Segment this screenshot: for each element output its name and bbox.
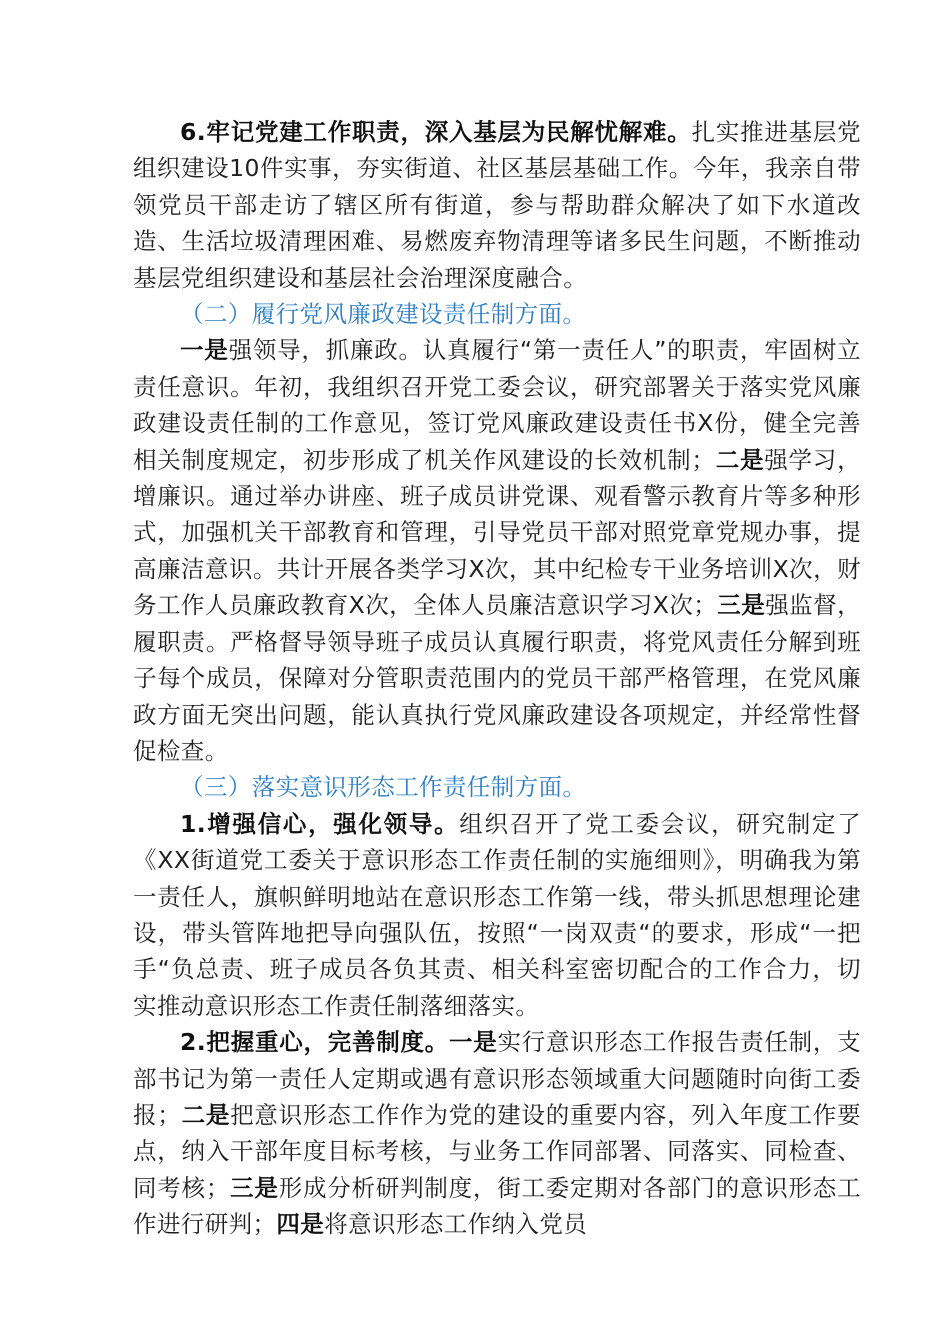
paragraph-party-building-duty [133, 114, 861, 296]
point-lead-3: 三是 [717, 591, 766, 620]
paragraph-lead: 2.把握重心，完善制度。 [180, 1028, 449, 1057]
point-lead-1: 一是 [449, 1028, 498, 1057]
document-page [133, 114, 861, 1243]
paragraph-text: 扎实推进基层党组织建设10件实事，夯实街道、社区基层基础工作。今年，我亲自带领党员干部走访了辖区所有街道，参与帮助群众解决了如下水道改造、生活垃圾清理困难、易燃废弃物清理等诸多民生问题，不断推动基层党组织建设和基层社会治理深度融合。 [133, 118, 861, 292]
section-heading-ideology: （三）落实意识形态工作责任制方面。 [180, 773, 587, 802]
point-text-4: 将意识形态工作纳入党员 [324, 1210, 588, 1239]
paragraph-clean-governance [133, 332, 861, 769]
paragraph-ideology-system [133, 1024, 861, 1242]
point-lead-3: 三是 [229, 1173, 279, 1202]
point-text-2: 强学习，增廉识。通过举办讲座、班子成员讲党课、观看警示教育片等多种形式，加强机关干部教育和管理，引导党员干部对照党章党规办事，提高廉洁意识。共计开展各类学习X次，其中纪检专干业务培训X次，财务工作人员廉政教育X次，全体人员廉洁意识学习X次； [133, 445, 861, 620]
point-text-1: 强领导，抓廉政。认真履行“第一责任人”的职责，牢固树立责任意识。年初，我组织召开党工委会议，研究部署关于落实党风廉政建设责任制的工作意见，签订党风廉政建设责任书X份，健全完善相关制度规定，初步形成了机关作风建设的长效机制； [133, 336, 861, 474]
point-lead-4: 四是 [276, 1210, 325, 1239]
section-heading-clean-governance: （二）履行党风廉政建设责任制方面。 [180, 300, 587, 329]
paragraph-lead: 1.增强信心，强化领导。 [180, 809, 460, 838]
point-text-1: 实行意识形态工作报告责任制，支部书记为第一责任人定期或遇有意识形态领域重大问题随时向街工委报； [133, 1028, 861, 1129]
point-lead-1: 一是 [180, 336, 229, 365]
point-text-3: 形成分析研判制度，街工委定期对各部门的意识形态工作进行研判； [133, 1173, 861, 1239]
point-lead-2: 二是 [181, 1100, 231, 1129]
point-lead-2: 二是 [715, 445, 765, 474]
point-text-3: 强监督，履职责。严格督导领导班子成员认真履行职责，将党风责任分解到班子每个成员，保障对分管职责范围内的党员干部严格管理，在党风廉政方面无突出问题，能认真执行党风廉政建设各项规定，并经常性督促检查。 [133, 591, 861, 765]
paragraph-text: 组织召开了党工委会议，研究制定了《XX街道党工委关于意识形态工作责任制的实施细则》，明确我为第一责任人，旗帜鲜明地站在意识形态工作第一线，带头抓思想理论建设，带头管阵地把导向强队伍，按照“一岗双责“的要求，形成“一把手“负总责、班子成员各负其责、相关科室密切配合的工作合力，切实推动意识形态工作责任制落细落实。 [133, 809, 861, 1020]
paragraph-ideology-leadership [133, 806, 861, 1024]
point-text-2: 把意识形态工作作为党的建设的重要内容，列入年度工作要点，纳入干部年度目标考核，与业务工作同部署、同落实、同检查、同考核； [133, 1100, 861, 1202]
paragraph-lead: 6.牢记党建工作职责，深入基层为民解忧解难。 [180, 118, 692, 146]
